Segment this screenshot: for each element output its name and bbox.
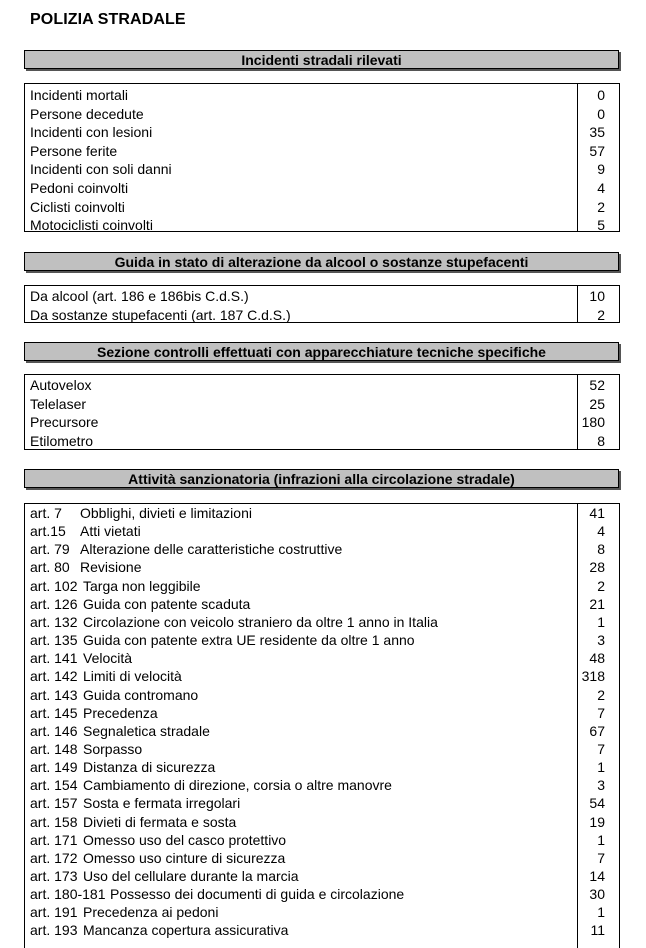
article-description: Possesso dei documenti di guida e circolazione — [110, 886, 405, 903]
article-description: Sorpasso — [83, 740, 143, 757]
row-value: 25 — [589, 395, 605, 412]
infraction-row — [25, 831, 619, 849]
row-value: 30 — [589, 886, 605, 903]
article-description: Limiti di velocità — [83, 668, 182, 685]
infraction-row — [25, 558, 619, 576]
row-label: Persone decedute — [30, 105, 144, 122]
article-code: art. 145 — [30, 704, 78, 721]
table-row — [25, 432, 619, 450]
article-description: Targa non leggibile — [83, 577, 201, 594]
article-description: Alterazione delle caratteristiche costruttive — [80, 541, 343, 558]
row-label: Da sostanze stupefacenti (art. 187 C.d.S.) — [30, 306, 291, 323]
table-row — [25, 142, 619, 160]
article-description: Divieti di fermata e sosta — [83, 813, 237, 830]
row-label: Telelaser — [30, 395, 87, 412]
article-code: art. 172 — [30, 849, 78, 866]
article-description: Atti vietati — [80, 523, 141, 540]
table-row — [25, 306, 619, 324]
article-description: Obblighi, divieti e limitazioni — [80, 505, 252, 521]
infraction-row — [25, 813, 619, 831]
infraction-row — [25, 867, 619, 885]
row-value: 2 — [597, 198, 605, 215]
section-header-sanzioni: Attività sanzionatoria (infrazioni alla circolazione stradale) — [24, 469, 619, 488]
row-label: Etilometro — [30, 432, 94, 449]
row-value: 21 — [589, 595, 605, 612]
table-alterazione — [24, 285, 620, 323]
row-value: 1 — [597, 831, 605, 848]
row-label: Motociclisti coinvolti — [30, 217, 153, 234]
article-description: Circolazione con veicolo straniero da oltre 1 anno in Italia — [83, 613, 438, 630]
infraction-row — [25, 522, 619, 540]
infraction-row — [25, 722, 619, 740]
article-description: Guida con patente extra UE residente da oltre 1 anno — [83, 632, 415, 649]
row-value: 3 — [597, 632, 605, 649]
row-value: 10 — [589, 288, 605, 304]
article-description: Precedenza ai pedoni — [83, 904, 219, 921]
article-code: art. 171 — [30, 831, 78, 848]
row-label: Incidenti con soli danni — [30, 161, 172, 178]
article-code: art. 79 — [30, 541, 70, 558]
section-header-incidenti: Incidenti stradali rilevati — [24, 50, 619, 69]
article-description: Precedenza — [83, 704, 158, 721]
article-description: Cambiamento di direzione, corsia o altre manovre — [83, 777, 392, 794]
table-row — [25, 287, 619, 305]
row-value: 3 — [597, 777, 605, 794]
table-row — [25, 216, 619, 234]
row-value: 318 — [581, 668, 605, 685]
page-title: POLIZIA STRADALE — [30, 11, 186, 28]
article-code: art. 142 — [30, 668, 78, 685]
table-row — [25, 105, 619, 123]
row-value: 7 — [597, 704, 605, 721]
article-code: art. 7 — [30, 505, 62, 521]
row-value: 19 — [589, 813, 605, 830]
article-description: Omesso uso cinture di sicurezza — [83, 849, 286, 866]
row-value: 2 — [597, 686, 605, 703]
article-description: Segnaletica stradale — [83, 722, 210, 739]
row-value: 1 — [597, 759, 605, 776]
infraction-row — [25, 540, 619, 558]
row-value: 4 — [597, 523, 605, 540]
row-value: 11 — [590, 922, 605, 939]
row-value: 1 — [597, 904, 605, 921]
row-value: 5 — [597, 217, 605, 234]
article-code: art. 191 — [30, 904, 78, 921]
table-row — [25, 86, 619, 104]
row-value: 4 — [597, 180, 605, 196]
article-code: art. 132 — [30, 613, 78, 630]
article-code: art. 126 — [30, 595, 78, 612]
article-description: Distanza di sicurezza — [83, 759, 216, 776]
table-row — [25, 160, 619, 178]
article-code: art. 158 — [30, 813, 78, 830]
article-code: art. 135 — [30, 632, 78, 649]
table-row — [25, 413, 619, 431]
row-value: 8 — [597, 432, 605, 449]
infraction-row — [25, 667, 619, 685]
infraction-row — [25, 921, 619, 939]
article-code: art. 180-181 — [30, 886, 106, 903]
article-code: art. 173 — [30, 868, 78, 884]
infraction-row — [25, 577, 619, 595]
article-code: art.15 — [30, 523, 66, 540]
infraction-row — [25, 849, 619, 867]
article-description: Guida contromano — [83, 686, 199, 703]
infraction-row — [25, 704, 619, 722]
table-row — [25, 376, 619, 394]
infraction-row — [25, 631, 619, 649]
row-label: Autovelox — [30, 377, 92, 393]
table-row — [25, 198, 619, 216]
article-code: art. 146 — [30, 722, 78, 739]
article-description: Velocità — [83, 650, 133, 667]
row-value: 0 — [597, 105, 605, 122]
article-description: Mancanza copertura assicurativa — [83, 922, 289, 939]
table-row — [25, 123, 619, 141]
row-value: 2 — [597, 577, 605, 594]
row-label: Incidenti con lesioni — [30, 124, 153, 141]
article-code: art. 193 — [30, 922, 78, 939]
row-label: Persone ferite — [30, 142, 118, 159]
section-header-alterazione: Guida in stato di alterazione da alcool o sostanze stupefacenti — [24, 252, 619, 271]
article-code: art. 157 — [30, 795, 78, 812]
row-label: Incidenti mortali — [30, 87, 129, 103]
row-value: 7 — [597, 849, 605, 866]
infraction-row — [25, 758, 619, 776]
row-value: 28 — [589, 559, 605, 576]
row-value: 7 — [597, 740, 605, 757]
row-value: 1 — [597, 613, 605, 630]
infraction-row — [25, 794, 619, 812]
row-label: Da alcool (art. 186 e 186bis C.d.S.) — [30, 288, 249, 304]
row-value: 57 — [589, 142, 605, 159]
row-label: Precursore — [30, 414, 99, 431]
section-header-controlli: Sezione controlli effettuati con apparecchiature tecniche specifiche — [24, 342, 619, 361]
article-code: art. 148 — [30, 740, 78, 757]
table-sanzioni — [24, 503, 620, 948]
infraction-row — [25, 740, 619, 758]
article-description: Guida con patente scaduta — [83, 595, 251, 612]
row-value: 35 — [589, 124, 605, 141]
table-row — [25, 395, 619, 413]
table-row — [25, 179, 619, 197]
table-controlli — [24, 374, 620, 450]
row-label: Ciclisti coinvolti — [30, 198, 125, 215]
row-value: 180 — [581, 414, 605, 431]
row-label: Pedoni coinvolti — [30, 180, 129, 196]
row-value: 8 — [597, 541, 605, 558]
article-description: Sosta e fermata irregolari — [83, 795, 241, 812]
row-value: 14 — [589, 868, 605, 884]
infraction-row — [25, 903, 619, 921]
article-code: art. 154 — [30, 777, 78, 794]
row-value: 9 — [597, 161, 605, 178]
infraction-row — [25, 885, 619, 903]
article-description: Uso del cellulare durante la marcia — [83, 868, 299, 884]
row-value: 52 — [589, 377, 605, 393]
row-value: 41 — [589, 505, 605, 521]
infraction-row — [25, 595, 619, 613]
table-incidenti — [24, 83, 620, 232]
infraction-row — [25, 504, 619, 522]
article-description: Revisione — [80, 559, 142, 576]
infraction-row — [25, 649, 619, 667]
row-value: 48 — [589, 650, 605, 667]
article-description: Omesso uso del casco protettivo — [83, 831, 287, 848]
row-value: 54 — [589, 795, 605, 812]
infraction-row — [25, 686, 619, 704]
article-code: art. 141 — [30, 650, 78, 667]
row-value: 67 — [589, 722, 605, 739]
row-value: 2 — [597, 306, 605, 323]
article-code: art. 143 — [30, 686, 78, 703]
article-code: art. 80 — [30, 559, 70, 576]
row-value: 0 — [597, 87, 605, 103]
infraction-row — [25, 776, 619, 794]
article-code: art. 102 — [30, 577, 78, 594]
infraction-row — [25, 613, 619, 631]
article-code: art. 149 — [30, 759, 78, 776]
